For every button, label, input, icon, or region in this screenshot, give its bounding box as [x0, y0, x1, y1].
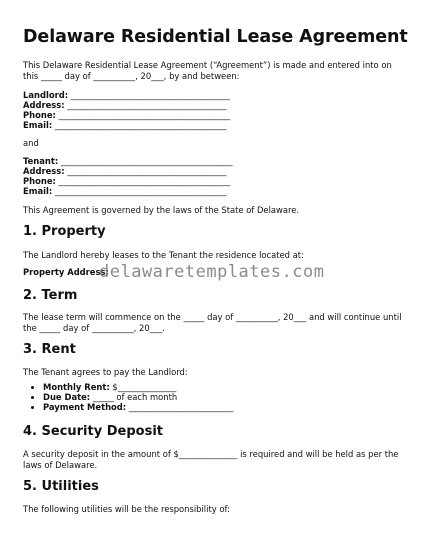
- tenant-phone-line: _________________________________________: [58, 176, 231, 186]
- rent-text: The Tenant agrees to pay the Landlord:: [23, 367, 188, 377]
- term-text: The lease term will commence on the _____ day of __________, 20___ and will continue until the _____ day of __________, 20___.: [23, 312, 402, 333]
- tenant-email-line: _________________________________________: [54, 186, 227, 196]
- landlord-email-label: Email:: [23, 120, 53, 130]
- list-item: [43, 392, 234, 402]
- tenant-email-field: [23, 186, 227, 196]
- tenant-phone-label: Phone:: [23, 176, 56, 186]
- landlord-name-line: ______________________________________: [70, 90, 230, 100]
- monthly-rent-line: $______________: [109, 382, 177, 392]
- tenant-address-label: Address:: [23, 166, 65, 176]
- payment-method-label: Payment Method:: [43, 402, 127, 412]
- section-heading-rent: 3. Rent: [23, 342, 76, 357]
- landlord-phone-line: _________________________________________: [58, 110, 231, 120]
- tenant-address-field: [23, 166, 226, 176]
- section-heading-utilities: 5. Utilities: [23, 479, 99, 494]
- tenant-name-line: _________________________________________: [60, 156, 233, 166]
- rent-terms-list: [29, 382, 234, 412]
- property-address-label: Property Address:: [23, 267, 109, 277]
- tenant-email-label: Email:: [23, 186, 53, 196]
- landlord-address-field: [23, 100, 226, 110]
- section-heading-security-deposit: 4. Security Deposit: [23, 424, 163, 439]
- due-date-line: _____ of each month: [90, 392, 178, 402]
- landlord-email-field: [23, 120, 227, 130]
- monthly-rent-label: Monthly Rent:: [43, 382, 110, 392]
- landlord-email-line: _________________________________________: [54, 120, 227, 130]
- landlord-name-label: Landlord:: [23, 90, 69, 100]
- utilities-text: The following utilities will be the responsibility of:: [23, 504, 230, 514]
- payment-method-line: _________________________: [126, 402, 234, 412]
- tenant-name-field: [23, 156, 233, 166]
- governing-law-text: This Agreement is governed by the laws of the State of Delaware.: [23, 205, 300, 215]
- intro-paragraph: This Delaware Residential Lease Agreement (“Agreement”) is made and entered into on this _____ day of __________, 20___, by and between:: [23, 60, 392, 81]
- tenant-address-line: ______________________________________: [67, 166, 227, 176]
- property-text: The Landlord hereby leases to the Tenant the residence located at:: [23, 250, 304, 260]
- landlord-name-field: [23, 90, 230, 100]
- watermark: delawaretemplates.com: [99, 262, 325, 282]
- security-deposit-text: A security deposit in the amount of $______________ is required and will be held as per the laws of Delaware.: [23, 449, 399, 470]
- due-date-label: Due Date:: [43, 392, 91, 402]
- and-text: and: [23, 138, 39, 148]
- landlord-phone-field: [23, 110, 230, 120]
- list-item: [43, 402, 234, 412]
- landlord-address-line: ______________________________________: [67, 100, 227, 110]
- section-heading-term: 2. Term: [23, 288, 78, 303]
- tenant-phone-field: [23, 176, 230, 186]
- landlord-phone-label: Phone:: [23, 110, 56, 120]
- landlord-address-label: Address:: [23, 100, 65, 110]
- section-heading-property: 1. Property: [23, 224, 106, 239]
- list-item: [43, 382, 234, 392]
- document-title: Delaware Residential Lease Agreement: [23, 27, 408, 47]
- tenant-name-label: Tenant:: [23, 156, 59, 166]
